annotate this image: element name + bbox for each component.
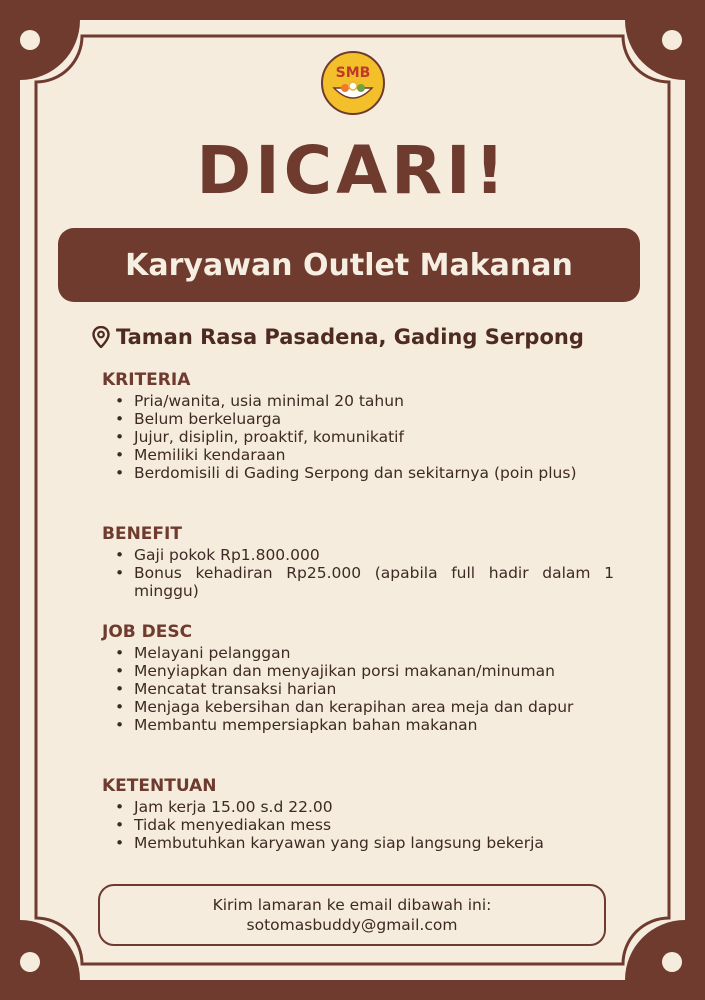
section-heading: KETENTUAN (102, 776, 217, 796)
list-item: • Membantu mempersiapkan bahan makanan (102, 716, 614, 734)
list-item: • Membutuhkan karyawan yang siap langsung bekerja (102, 834, 614, 852)
section-kriteria (102, 370, 614, 482)
list-item: • Tidak menyediakan mess (102, 816, 614, 834)
list-item: • Mencatat transaksi harian (102, 680, 614, 698)
list-item: • Melayani pelanggan (102, 644, 614, 662)
list-item: • Memiliki kendaraan (102, 446, 614, 464)
location (92, 322, 632, 352)
list-item: • Menyiapkan dan menyajikan porsi makanan/minuman (102, 662, 614, 680)
contact-email[interactable]: sotomasbuddy@gmail.com (246, 916, 458, 934)
list-item: • Jujur, disiplin, proaktif, komunikatif (102, 428, 614, 446)
list-item: • Pria/wanita, usia minimal 20 tahun (102, 392, 614, 410)
list-item: • Jam kerja 15.00 s.d 22.00 (102, 798, 614, 816)
list-item: • Gaji pokok Rp1.800.000 (102, 546, 614, 564)
section-heading: KRITERIA (102, 370, 191, 390)
logo-text: SMB (335, 65, 371, 81)
page-title: DICARI! (196, 132, 509, 209)
list-item: • Bonus kehadiran Rp25.000 (apabila full hadir dalam 1 minggu) (102, 564, 614, 600)
section-benefit (102, 524, 614, 600)
section-heading: JOB DESC (102, 622, 193, 642)
list-item: • Menjaga kebersihan dan kerapihan area meja dan dapur (102, 698, 614, 716)
contact-instruction: Kirim lamaran ke email dibawah ini: (212, 896, 492, 914)
location-text: Taman Rasa Pasadena, Gading Serpong (116, 325, 584, 349)
list-item: • Berdomisili di Gading Serpong dan sekitarnya (poin plus) (102, 464, 614, 482)
section-jobdesc (102, 622, 614, 734)
map-pin-icon (92, 326, 110, 348)
section-heading: BENEFIT (102, 524, 182, 544)
list-item: • Belum berkeluarga (102, 410, 614, 428)
smb-logo (320, 50, 386, 116)
section-ketentuan (102, 776, 614, 852)
contact-box (98, 884, 606, 946)
job-banner: Karyawan Outlet Makanan (58, 228, 640, 302)
